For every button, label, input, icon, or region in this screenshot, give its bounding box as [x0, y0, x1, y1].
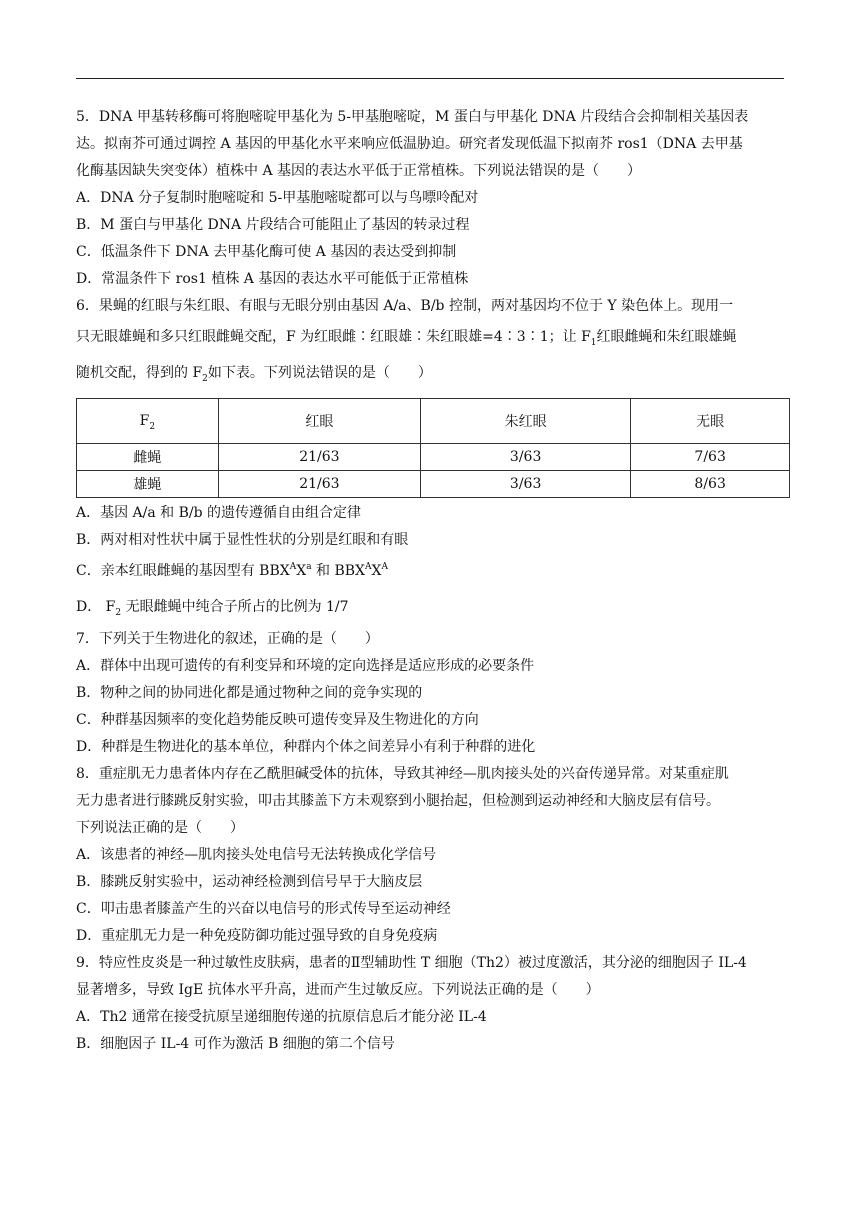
q6-option-d-tail: 无眼雌蝇中纯合子所占的比例为 1/7: [121, 599, 349, 615]
q7-option-c: C．种群基因频率的变化趋势能反映可遗传变异及生物进化的方向: [76, 712, 479, 728]
f2-results-table: [76, 398, 790, 498]
q6-stem-line-3-tail: 如下表。下列说法错误的是（ ）: [207, 365, 432, 381]
table-cell: 21/63: [218, 471, 420, 498]
table-row-label: 雄蝇: [77, 471, 219, 498]
q5-option-a: A．DNA 分子复制时胞嘧啶和 5-甲基胞嘧啶都可以与鸟嘌呤配对: [76, 190, 479, 206]
q6-stem-line-2-text: 只无眼雄蝇和多只红眼雌蝇交配，F 为红眼雌∶红眼雄∶朱红眼雄=4∶3∶1；让 F: [76, 329, 591, 345]
q5-option-b: B．M 蛋白与甲基化 DNA 片段结合可能阻止了基因的转录过程: [76, 217, 470, 233]
exam-content: [76, 104, 786, 1058]
question-5: [76, 104, 786, 293]
genotype-2-sup-1: A: [365, 562, 372, 572]
q6-option-c-text: C．亲本红眼雌蝇的基因型有: [76, 563, 260, 579]
q5-option-c: C．低温条件下 DNA 去甲基化酶可使 A 基因的表达受到抑制: [76, 244, 457, 260]
genotype-1-x: X: [296, 563, 307, 579]
genotype-2-base: BBX: [334, 563, 366, 579]
question-6: [76, 293, 786, 626]
q6-option-d-subscript: 2: [115, 608, 122, 618]
table-cell: 8/63: [631, 471, 790, 498]
genotype-2-sup-2: A: [381, 562, 388, 572]
q6-stem-line-3-subscript: 2: [202, 374, 208, 384]
q8-option-c: C．叩击患者膝盖产生的兴奋以电信号的形式传导至运动神经: [76, 901, 451, 917]
q9-stem-line-1: 9．特应性皮炎是一种过敏性皮肤病，患者的Ⅱ型辅助性 T 细胞（Th2）被过度激活，其分泌的细胞因子 IL-4: [76, 955, 747, 971]
q6-stem-line-1: 6．果蝇的红眼与朱红眼、有眼与无眼分别由基因 A/a、B/b 控制，两对基因均不位于 Y 染色体上。现用一: [76, 298, 734, 314]
table-header-f-letter: F: [139, 413, 150, 429]
q7-stem: 7．下列关于生物进化的叙述，正确的是（ ）: [76, 631, 379, 647]
q7-option-d: D．种群是生物进化的基本单位，种群内个体之间差异小有利于种群的进化: [76, 739, 536, 755]
q6-option-b: B．两对相对性状中属于显性性状的分别是红眼和有眼: [76, 532, 409, 548]
table-header-vermilion-eye: 朱红眼: [421, 399, 631, 444]
q6-option-a: A．基因 A/a 和 B/b 的遗传遵循自由组合定律: [76, 505, 362, 521]
table-row-label: 雌蝇: [77, 444, 219, 471]
table-cell: 3/63: [421, 444, 631, 471]
table-header-f2: [77, 399, 219, 444]
q6-stem-line-3-text: 随机交配，得到的 F: [76, 365, 203, 381]
q8-option-b: B．膝跳反射实验中，运动神经检测到信号早于大脑皮层: [76, 874, 423, 890]
q6-stem-line-3: [76, 356, 786, 392]
q6-stem-line-2-subscript: 1: [590, 338, 597, 348]
table-header-row: [77, 399, 790, 444]
q6-stem-line-2: [76, 320, 786, 356]
table-header-subscript: 2: [149, 422, 156, 432]
table-cell: 7/63: [631, 444, 790, 471]
question-7: [76, 626, 786, 761]
q5-stem-line-2: 达。拟南芥可通过调控 A 基因的甲基化水平来响应低温胁迫。研究者发现低温下拟南芥 ros1（DNA 去甲基: [76, 136, 743, 152]
table-header-no-eye: 无眼: [631, 399, 790, 444]
genotype-1-sup-2: a: [306, 562, 312, 572]
q8-option-d: D．重症肌无力是一种免疫防御功能过强导致的自身免疫病: [76, 928, 438, 944]
q9-option-b: B．细胞因子 IL-4 可作为激活 B 细胞的第二个信号: [76, 1036, 395, 1052]
table-cell: 21/63: [218, 444, 420, 471]
q5-stem-line-1: 5．DNA 甲基转移酶可将胞嘧啶甲基化为 5-甲基胞嘧啶，M 蛋白与甲基化 DNA 片段结合会抑制相关基因表: [76, 109, 749, 125]
table-cell: 3/63: [421, 471, 631, 498]
q8-stem-line-1: 8．重症肌无力患者体内存在乙酰胆碱受体的抗体，导致其神经—肌肉接头处的兴奋传递异常。对某重症肌: [76, 766, 729, 782]
question-8: [76, 761, 786, 950]
q5-option-d: D．常温条件下 ros1 植株 A 基因的表达水平可能低于正常植株: [76, 271, 469, 287]
q6-stem-line-2-tail: 红眼雌蝇和朱红眼雄蝇: [596, 329, 737, 345]
genotype-2-x: X: [371, 563, 382, 579]
q6-option-c: [76, 554, 786, 590]
q8-option-a: A．该患者的神经—肌肉接头处电信号无法转换成化学信号: [76, 847, 437, 863]
q9-stem-line-2: 显著增多，导致 IgE 抗体水平升高，进而产生过敏反应。下列说法正确的是（ ）: [76, 982, 600, 998]
genotype-1-sup-1: A: [289, 562, 297, 572]
table-header-red-eye: 红眼: [218, 399, 420, 444]
q7-option-a: A．群体中出现可遗传的有利变异和环境的定向选择是适应形成的必要条件: [76, 658, 535, 674]
genotype-connector: 和: [311, 563, 335, 579]
q9-option-a: A．Th2 通常在接受抗原呈递细胞传递的抗原信息后才能分泌 IL-4: [76, 1009, 487, 1025]
table-row: [77, 444, 790, 471]
q6-option-d: [76, 590, 786, 626]
q8-stem-line-2: 无力患者进行膝跳反射实验，叩击其膝盖下方未观察到小腿抬起，但检测到运动神经和大脑皮层有信号。: [76, 793, 720, 809]
question-9: [76, 950, 786, 1058]
q5-stem-line-3: 化酶基因缺失突变体）植株中 A 基因的表达水平低于正常植株。下列说法错误的是（ ）: [76, 163, 642, 179]
q7-option-b: B．物种之间的协同进化都是通过物种之间的竞争实现的: [76, 685, 423, 701]
table-row: [77, 471, 790, 498]
header-rule: [76, 78, 784, 79]
q8-stem-line-3: 下列说法正确的是（ ）: [76, 820, 244, 836]
q6-option-d-text: D． F: [76, 599, 116, 615]
genotype-1-base: BBX: [259, 563, 290, 579]
